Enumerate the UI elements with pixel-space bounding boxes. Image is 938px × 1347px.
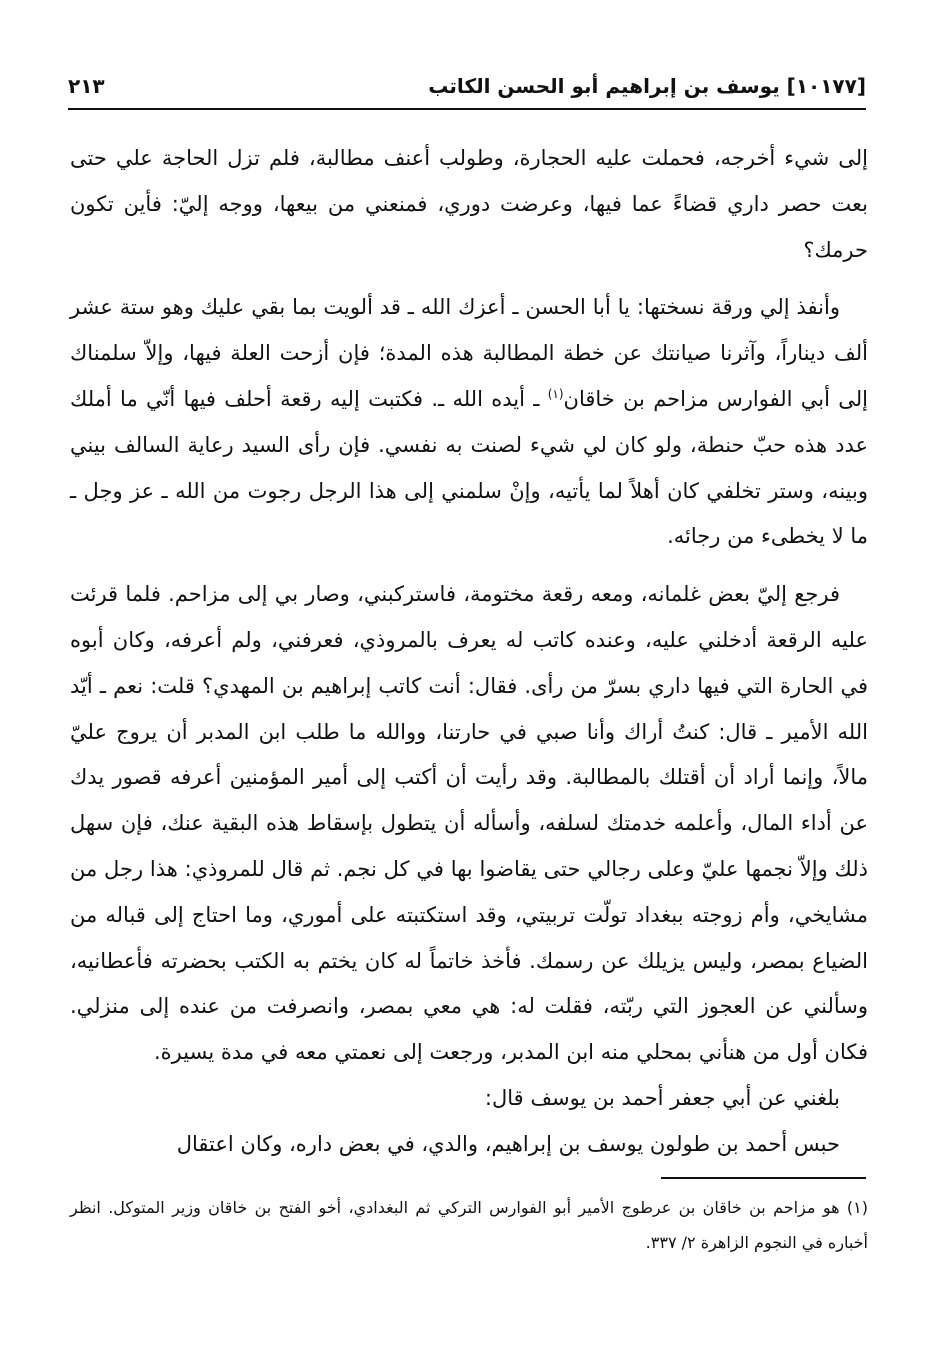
main-text	[70, 136, 868, 1168]
running-header	[68, 74, 866, 106]
paragraph-1: إلى شيء أخرجه، فحملت عليه الحجارة، وطولب أعنف مطالبة، فلم تزل الحاجة علي حتى بعت حصر داري قضاءً عما فيها، وعرضت دوري، فمنعني من بيعها، ووجه إليّ: فأين تكون حرمك؟	[70, 146, 868, 262]
footnote-text: هو مزاحم بن خاقان بن عرطوج الأمير أبو الفوارس التركي ثم البغدادي، أخو الفتح بن خاقان وزير المتوكل. انظر أخباره في النجوم الزاهرة ٢/ ٣٣٧.	[70, 1198, 868, 1252]
running-title: [١٠١٧٧] يوسف بن إبراهيم أبو الحسن الكاتب	[428, 74, 866, 98]
paragraph-2-part-2: ـ أيده الله ـ. فكتبت إليه رقعة أحلف فيها أنّي ما أملك عدد هذه حبّ حنطة، ولو كان لي شيء لصنت به نفسي. فإن رأى السيد رعاية السالف بيني وبينه، وستر تخلفي كان أهلاً لما يأتيه، وإنْ سلمني إلى هذا الرجل رجوت من الله ـ عز وجل ـ ما لا يخطىء من رجائه.	[70, 386, 868, 549]
paragraph-2-part-1: وأنفذ إلي ورقة نسختها: يا أبا الحسن ـ أعزك الله ـ قد ألويت بما بقي عليك وهو ستة عشر ألف ديناراً، وآثرنا صيانتك عن خطة المطالبة هذه المدة؛ فإن أزحت العلة فيها، وإلاّ سلمناك إلى أبي الفوارس مزاحم بن خاقان	[70, 295, 868, 411]
paragraph-2	[70, 285, 868, 560]
paragraph-3: فرجع إليّ بعض غلمانه، ومعه رقعة مختومة، فاستركبني، وصار بي إلى مزاحم. فلما قرئت عليه الرقعة أدخلني عليه، وعنده كاتب له يعرف بالمروذي، فعرفني، ولم أعرفه، وكان أبوه في الحارة التي فيها داري بسرّ من رأى. فقال: أنت كاتب إبراهيم بن المهدي؟ قلت: نعم ـ أيّد الله الأمير ـ قال: كنتُ أراك وأنا صبي في حارتنا، ووالله ما طلب ابن المدبر أن يروج عليّ مالاً، وإنما أراد أن أقتلك بالمطالبة. وقد رأيت أن أكتب إلى أمير المؤمنين أعرفه قصور يدك عن أداء المال، وأعلمه خدمتك لسلفه، وأسأله أن يتطول بإسقاط هذه البقية عنك، فإن سهل ذلك وإلاّ نجمها عليّ وعلى رجالي حتى يقاضوا بها في كل نجم. ثم قال للمروذي: هذا رجل من مشايخي، وأم زوجته ببغداد تولّت تربيتي، وقد استكتبته على أموري، وما احتاج إلى قباله من الضياع بمصر، وليس يزيلك عن رسمك. فأخذ خاتماً له كان يختم به الكتب بحضرته فأعطانيه، وسألني عن العجوز التي ربّته، فقلت له: هي معي بمصر، وانصرفت من عنده إلى منزلي. فكان أول من هنأني بمحلي منه ابن المدبر، ورجعت إلى نعمتي معه في مدة يسيرة.	[70, 582, 868, 1065]
footnote-reference: (١)	[547, 386, 564, 401]
footnote-1	[70, 1190, 868, 1260]
footnotes	[70, 1190, 868, 1260]
page-number: ٢١٣	[68, 74, 105, 98]
footnote-rule	[661, 1177, 866, 1179]
paragraph-5: حبس أحمد بن طولون يوسف بن إبراهيم، والدي، في بعض داره، وكان اعتقال	[176, 1131, 840, 1156]
footnote-marker: (١)	[846, 1198, 868, 1217]
paragraph-4: بلغني عن أبي جعفر أحمد بن يوسف قال:	[484, 1085, 840, 1110]
header-rule	[68, 108, 866, 110]
